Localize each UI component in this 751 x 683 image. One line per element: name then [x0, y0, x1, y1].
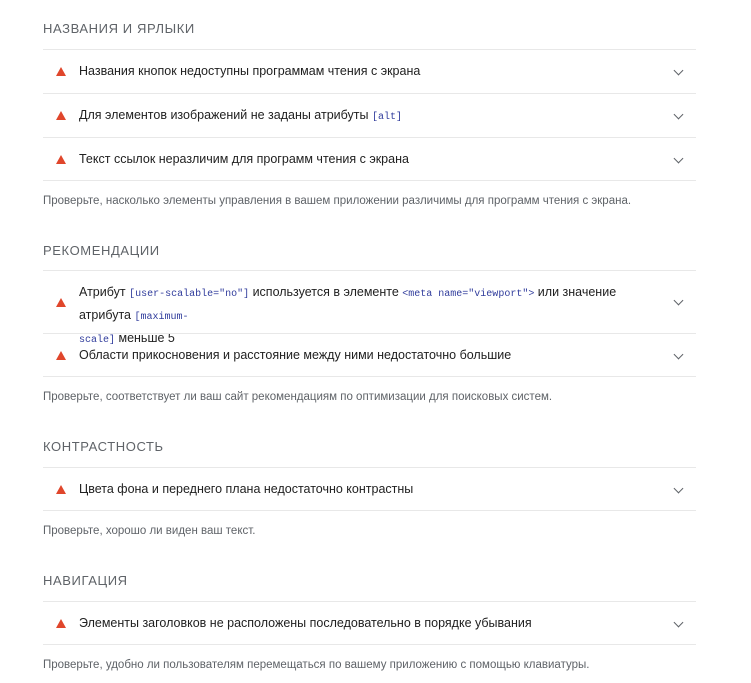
audit-item-color-contrast[interactable] — [43, 467, 696, 511]
audit-item-viewport-scale[interactable] — [43, 270, 696, 346]
audit-item-label: Элементы заголовков не расположены последовательно в порядке убывания — [79, 616, 532, 630]
section-title-navigation: НАВИГАЦИЯ — [43, 573, 128, 588]
audit-item-tap-targets[interactable] — [43, 333, 696, 377]
warning-triangle-icon — [56, 67, 66, 76]
audit-item-heading-order[interactable] — [43, 601, 696, 645]
section-description: Проверьте, удобно ли пользователям перемещаться по вашему приложению с помощью клавиатуры. — [43, 659, 590, 671]
audit-item-image-alt[interactable] — [43, 93, 696, 137]
warning-triangle-icon — [56, 351, 66, 360]
warning-triangle-icon — [56, 155, 66, 164]
audit-item-label: Текст ссылок неразличим для программ чтения с экрана — [79, 152, 409, 166]
chevron-down-icon[interactable] — [674, 66, 684, 76]
section-title-recommendations: РЕКОМЕНДАЦИИ — [43, 243, 160, 258]
warning-triangle-icon — [56, 298, 66, 307]
section-description: Проверьте, хорошо ли виден ваш текст. — [43, 525, 256, 537]
chevron-down-icon[interactable] — [674, 350, 684, 360]
warning-triangle-icon — [56, 619, 66, 628]
section-title-contrast: КОНТРАСТНОСТЬ — [43, 439, 164, 454]
chevron-down-icon[interactable] — [674, 154, 684, 164]
audit-item-label: Атрибут [user-scalable="no"] используется в элементе <meta name="viewport"> или значение атрибута [maximum- scale] меньше 5 — [79, 285, 617, 346]
audit-item-label: Области прикосновения и расстояние между ними недостаточно большие — [79, 348, 512, 362]
warning-triangle-icon — [56, 485, 66, 494]
section-description: Проверьте, соответствует ли ваш сайт рекомендациям по оптимизации для поисковых систем. — [43, 391, 553, 403]
chevron-down-icon[interactable] — [674, 296, 684, 306]
chevron-down-icon[interactable] — [674, 484, 684, 494]
audit-item-link-text[interactable] — [43, 137, 696, 181]
warning-triangle-icon — [56, 111, 66, 120]
section-description: Проверьте, насколько элементы управления в вашем приложении различимы для программ чтения с экрана. — [43, 195, 632, 207]
chevron-down-icon[interactable] — [674, 110, 684, 120]
section-title-names-labels: НАЗВАНИЯ И ЯРЛЫКИ — [43, 21, 195, 36]
chevron-down-icon[interactable] — [674, 618, 684, 628]
audit-item-label: Для элементов изображений не заданы атрибуты [alt] — [79, 108, 402, 123]
audit-item-label: Цвета фона и переднего плана недостаточно контрастны — [79, 482, 414, 496]
audit-item-label: Названия кнопок недоступны программам чтения с экрана — [79, 64, 421, 78]
audit-item-button-names[interactable] — [43, 49, 696, 93]
